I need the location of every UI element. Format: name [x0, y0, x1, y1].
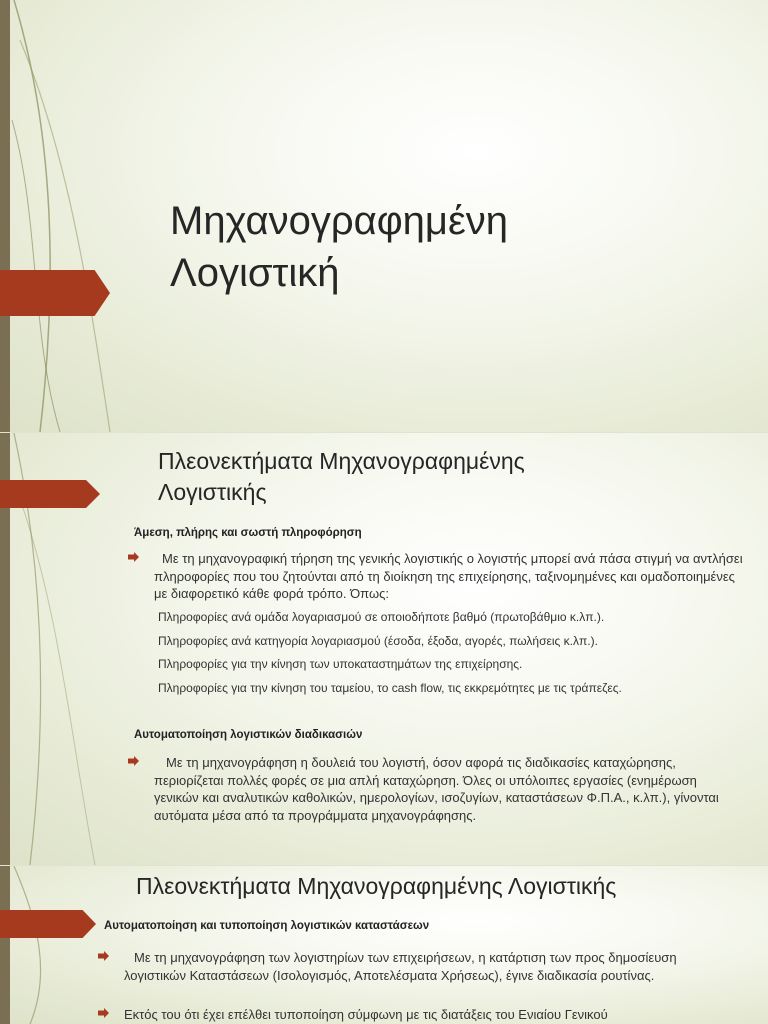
- list-item: Πληροφορίες για την κίνηση των υποκαταστημάτων της επιχείρησης.: [158, 657, 523, 671]
- list-item: Πληροφορίες ανά κατηγορία λογαριασμού (έσοδα, έξοδα, αγορές, πωλήσεις κ.λπ.).: [158, 634, 598, 648]
- list-item: Πληροφορίες για την κίνηση του ταμείου, το cash flow, τις εκκρεμότητες με τις τράπεζες.: [158, 681, 622, 695]
- bullet-text: [154, 550, 744, 603]
- slide-1: [0, 0, 768, 432]
- bullet-text: [154, 754, 734, 824]
- slide-3-title: Πλεονεκτήματα Μηχανογραφημένης Λογιστικής: [136, 873, 617, 899]
- slide-2-title: [158, 446, 525, 508]
- title-line-1: Πλεονεκτήματα Μηχανογραφημένης: [158, 448, 525, 474]
- bullet-body: Με τη μηχανογράφηση η δουλειά του λογιστή, όσον αφορά τις διαδικασίες καταχώρησης, περιορίζεται πολλές φορές σε μια απλή καταχώρηση. Όλες οι υπόλοιπες εργασίες (ενημέρωση γενικών και αναλυτικών καθολικών, ημερολογίων, ισοζυγίων, καταστάσεων Φ.Π.Α., κ.λπ.), γίνονται αυτόματα μέσα από τα προγράμματα μηχανογράφησης.: [154, 755, 719, 823]
- section-heading: Αυτοματοποίηση και τυποποίηση λογιστικών καταστάσεων: [104, 920, 430, 932]
- bullet-body: Εκτός του ότι έχει επέλθει τυποποίηση σύμφωνη με τις διατάξεις του Ενιαίου Γενικού: [124, 1007, 608, 1022]
- accent-tab: [0, 910, 96, 938]
- decorative-curves: [0, 866, 120, 1024]
- bullet-text: [124, 1006, 724, 1024]
- slide-1-title: [170, 195, 508, 299]
- decorative-curves: [0, 0, 140, 432]
- title-line-1: Μηχανογραφημένη: [170, 199, 509, 243]
- accent-tab: [0, 270, 110, 316]
- section-heading: Αυτοματοποίηση λογιστικών διαδικασιών: [134, 729, 363, 741]
- bullet-body: Με τη μηχανογράφηση των λογιστηρίων των επιχειρήσεων, η κατάρτιση των προς δημοσίευση λογιστικών Καταστάσεων (Ισολογισμός, Αποτελέσματα Χρήσεως), έγινε διαδικασία ρουτίνας.: [124, 950, 677, 983]
- section-heading: Άμεση, πλήρης και σωστή πληροφόρηση: [134, 527, 362, 539]
- title-line-2: Λογιστικής: [158, 479, 267, 505]
- bullet-body: Με τη μηχανογραφική τήρηση της γενικής λογιστικής ο λογιστής μπορεί ανά πάσα στιγμή να αντλήσει πληροφορίες που του ζητούνται από τη διοίκηση της επιχείρησης, ταξινομημένες και ομαδοποιημένες με διαφορετικό κάθε φορά τρόπο. Όπως:: [154, 551, 743, 601]
- list-item: Πληροφορίες ανά ομάδα λογαριασμού σε οποιοδήποτε βαθμό (πρωτοβάθμιο κ.λπ.).: [158, 610, 605, 624]
- title-line-2: Λογιστική: [170, 251, 340, 295]
- bullet-text: [124, 949, 724, 984]
- accent-tab: [0, 480, 100, 508]
